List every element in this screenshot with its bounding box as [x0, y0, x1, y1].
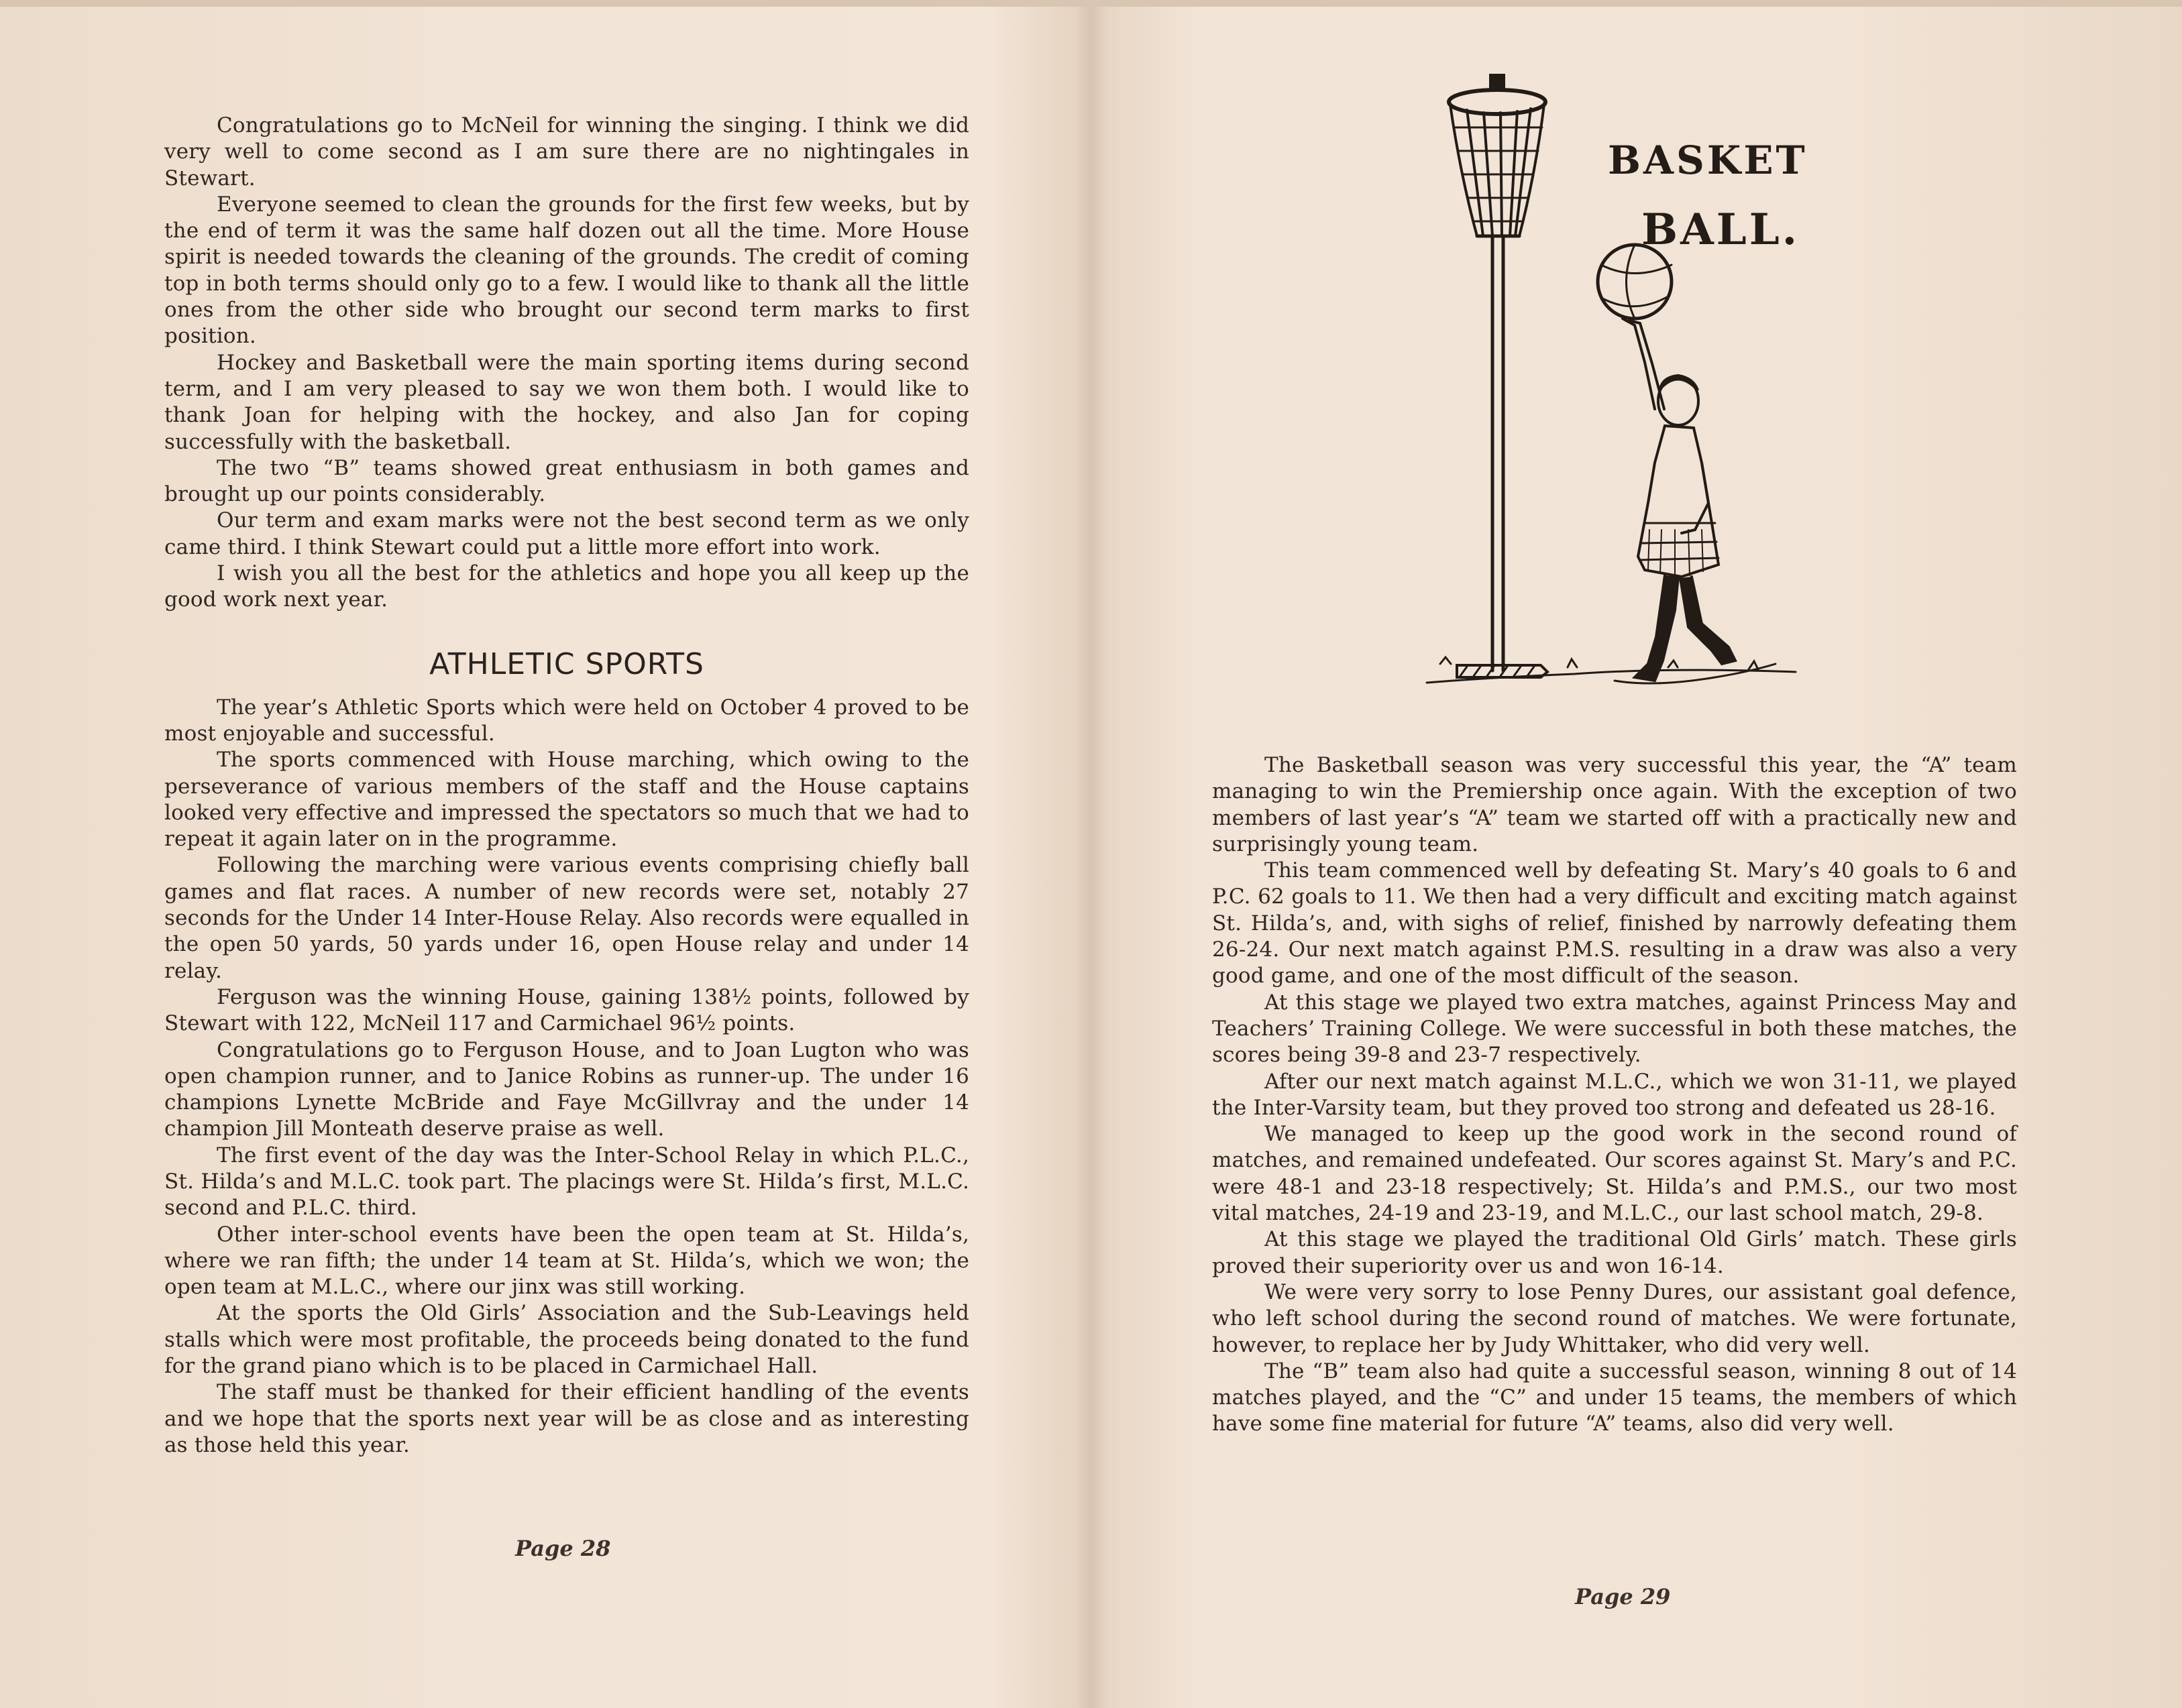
paragraph: The year’s Athletic Sports which were held on October 4 proved to be most enjoyable and successful.: [164, 695, 969, 746]
paragraph: The two “B” teams showed great enthusiasm in both games and brought up our points considerably.: [164, 455, 969, 507]
paragraph: Congratulations go to Ferguson House, and to Joan Lugton who was open champion runner, and to Janice Robins as runner-up. The under 16 champions Lynette McBride and Faye McGillvray and the under 14 champion Jill Monteath deserve praise as well.: [164, 1037, 969, 1141]
paragraph: At this stage we played two extra matches, against Princess May and Teachers’ Training College. We were successful in both these matches, the scores being 39-8 and 23-7 respectively.: [1212, 990, 2017, 1068]
illustration-title-line2: BALL.: [1641, 205, 1800, 255]
paragraph: The Basketball season was very successful this year, the “A” team managing to win the Premiership once again. With the exception of two members of last year’s “A” team we started off with a practically new and surprisingly young team.: [1212, 753, 2017, 856]
paragraph: This team commenced well by defeating St. Mary’s 40 goals to 6 and P.C. 62 goals to 11. We then had a very difficult and exciting match against St. Hilda’s, and, with sighs of relief, finished by narrowly defeating them 26-24. Our next match against P.M.S. resulting in a draw was also a very good game, and one of the most difficult of the season.: [1212, 858, 2017, 988]
paragraph: I wish you all the best for the athletics and hope you all keep up the good work next year.: [164, 561, 969, 612]
paragraph: Hockey and Basketball were the main sporting items during second term, and I am very pleased to say we won them both. I would like to thank Joan for helping with the hockey, and also Jan for coping successfully with the basketball.: [164, 350, 969, 454]
paragraph: The “B” team also had quite a successful season, winning 8 out of 14 matches played, and the “C” and under 15 teams, the members of which have some fine material for future “A” teams, also did very well.: [1212, 1359, 2017, 1436]
paragraph: Ferguson was the winning House, gaining 138½ points, followed by Stewart with 122, McNeil 117 and Carmichael 96½ points.: [164, 984, 969, 1036]
page-number: Page 28: [515, 1536, 611, 1561]
paragraph: Our term and exam marks were not the best second term as we only came third. I think Stewart could put a little more effort into work.: [164, 508, 969, 559]
paragraph: We managed to keep up the good work in the second round of matches, and remained undefeated. Our scores against St. Mary’s and P.C. were 48-1 and 23-18 respectively; St. Hilda’s and P.M.S., our two most vital matches, 24-19 and 23-19, and M.L.C., our last school match, 29-8.: [1212, 1122, 2017, 1226]
paragraph: Everyone seemed to clean the grounds for the first few weeks, but by the end of term it was the same half dozen out all the time. More House spirit is needed towards the cleaning of the grounds. The credit of coming top in both terms should only go to a few. I would like to thank all the little ones from the other side who brought our second term marks to first position.: [164, 192, 969, 349]
paragraph: Congratulations go to McNeil for winning the singing. I think we did very well to come second as I am sure there are no nightingales in Stewart.: [164, 113, 969, 190]
left-text-column: [164, 113, 969, 1459]
paragraph: The sports commenced with House marching, which owing to the perseverance of various members of the staff and the House captains looked very effective and impressed the spectators so much that we had to repeat it again later on in the programme.: [164, 748, 969, 852]
paragraph: The first event of the day was the Inter-School Relay in which P.L.C., St. Hilda’s and M.L.C. took part. The placings were St. Hilda’s first, M.L.C. second and P.L.C. third.: [164, 1143, 969, 1220]
right-page: [1091, 0, 2182, 1708]
paragraph: Following the marching were various events comprising chiefly ball games and flat races. A number of new records were set, notably 27 seconds for the Under 14 Inter-House Relay. Also records were equalled in the open 50 yards, 50 yards under 16, open House relay and under 14 relay.: [164, 853, 969, 983]
paragraph: We were very sorry to lose Penny Dures, our assistant goal defence, who left school during the second round of matches. We were fortunate, however, to replace her by Judy Whittaker, who did very well.: [1212, 1279, 2017, 1357]
right-text-column: [1212, 752, 2017, 1438]
paragraph: The staff must be thanked for their efficient handling of the events and we hope that the sports next year will be as close and as interesting as those held this year.: [164, 1380, 969, 1457]
illustration-title-line1: BASKET: [1608, 137, 1808, 183]
paragraph: At this stage we played the traditional Old Girls’ match. These girls proved their superiority over us and won 16-14.: [1212, 1227, 2017, 1278]
paragraph: Other inter-school events have been the open team at St. Hilda’s, where we ran fifth; the under 14 team at St. Hilda’s, which we won; the open team at M.L.C., where our jinx was still working.: [164, 1222, 969, 1300]
paragraph: After our next match against M.L.C., which we won 31-11, we played the Inter-Varsity team, but they proved too strong and defeated us 28-16.: [1212, 1069, 2017, 1120]
paragraph: At the sports the Old Girls’ Association and the Sub-Leavings held stalls which were most profitable, the proceeds being donated to the fund for the grand piano which is to be placed in Carmichael Hall.: [164, 1301, 969, 1379]
section-heading: ATHLETIC SPORTS: [429, 646, 704, 681]
page-number: Page 29: [1575, 1584, 1671, 1609]
